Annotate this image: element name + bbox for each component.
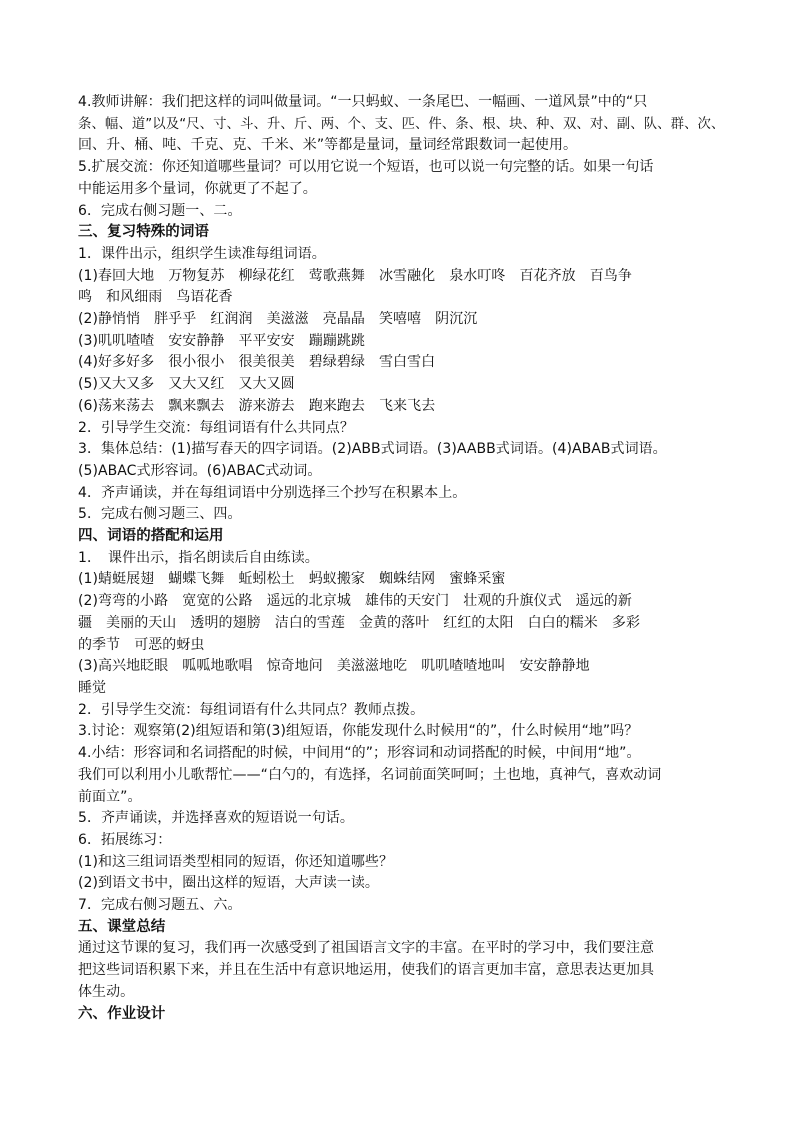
text-line: 3．集体总结：(1)描写春天的四字词语。(2)ABB式词语。(3)AABB式词语。(4)ABAB式词语。 <box>78 441 667 458</box>
text-line: (3)高兴地眨眼 呱呱地歌唱 惊奇地问 美滋滋地吃 叽叽喳喳地叫 安安静静地 <box>78 658 590 675</box>
text-line: 4.教师讲解：我们把这样的词叫做量词。“一只蚂蚁、一条尾巴、一幅画、一道风景”中的“只 <box>78 94 648 110</box>
text-line: 5．完成右侧习题三、四。 <box>78 506 242 523</box>
text-line: 6．拓展练习： <box>78 831 172 848</box>
text-line: (1)蜻蜓展翅 蝴蝶飞舞 蚯蚓松土 蚂蚁搬家 蜘蛛结网 蜜蜂采蜜 <box>78 571 506 588</box>
text-line: 体生动。 <box>78 983 135 1000</box>
text-line: 6．完成右侧习题一、二。 <box>78 202 242 219</box>
text-line: 鸣 和风细雨 鸟语花香 <box>78 289 233 306</box>
text-line: (4)好多好多 很小很小 很美很美 碧绿碧绿 雪白雪白 <box>78 354 436 371</box>
section-heading: 五、课堂总结 <box>78 918 166 935</box>
text-line: 4.小结：形容词和名词搭配的时候，中间用“的”；形容词和动词搭配的时候，中间用“地”。 <box>78 745 641 762</box>
section-heading: 六、作业设计 <box>78 1005 166 1022</box>
text-line: 1． 课件出示，指名朗读后自由练读。 <box>78 549 319 566</box>
text-line: (1)春回大地 万物复苏 柳绿花红 莺歌燕舞 冰雪融化 泉水叮咚 百花齐放 百鸟争 <box>78 267 632 284</box>
text-line: (2)到语文书中，圈出这样的短语，大声读一读。 <box>78 875 379 892</box>
text-line: (5)又大又多 又大又红 又大又圆 <box>78 376 295 393</box>
text-line: 5．齐声诵读，并选择喜欢的短语说一句话。 <box>78 810 354 827</box>
document-body <box>78 92 728 1025</box>
section-heading: 三、复习特殊的词语 <box>78 224 209 241</box>
text-line: 5.扩展交流：你还知道哪些量词？可以用它说一个短语，也可以说一句完整的话。如果一句话 <box>78 159 654 176</box>
text-line: 疆 美丽的天山 透明的翅膀 洁白的雪莲 金黄的落叶 红红的太阳 白白的糯米 多彩 <box>78 614 640 631</box>
text-line: 条、幅、道”以及“尺、寸、斗、升、斤、两、个、支、匹、件、条、根、块、种、双、对、副、队、群、次、 <box>78 116 725 132</box>
text-line: (5)ABAC式形容词。(6)ABAC式动词。 <box>78 462 322 479</box>
text-line: 7．完成右侧习题五、六。 <box>78 897 242 914</box>
text-line: 把这些词语积累下来，并且在生活中有意识地运用，使我们的语言更加丰富，意思表达更加具 <box>78 962 655 979</box>
text-line: 的季节 可恶的蚜虫 <box>78 636 205 653</box>
text-line: (6)荡来荡去 飘来飘去 游来游去 跑来跑去 飞来飞去 <box>78 397 436 414</box>
text-line: 4．齐声诵读，并在每组词语中分别选择三个抄写在积累本上。 <box>78 484 467 501</box>
text-line: 回、升、桶、吨、千克、克、千米、米”等都是量词，量词经常跟数词一起使用。 <box>78 137 578 154</box>
text-line: (2)静悄悄 胖乎乎 红润润 美滋滋 亮晶晶 笑嘻嘻 阴沉沉 <box>78 311 478 328</box>
text-line: 2．引导学生交流：每组词语有什么共同点？ <box>78 419 354 436</box>
text-line: 前面立”。 <box>78 788 142 805</box>
text-line: (3)叽叽喳喳 安安静静 平平安安 蹦蹦跳跳 <box>78 332 365 349</box>
text-line: 3.讨论：观察第(2)组短语和第(3)组短语，你能发现什么时候用“的”，什么时候用“地”吗？ <box>78 723 639 740</box>
text-line: (1)和这三组词语类型相同的短语，你还知道哪些？ <box>78 853 394 870</box>
text-line: 睡觉 <box>78 679 107 696</box>
text-line: 中能运用多个量词，你就更了不起了。 <box>78 180 317 197</box>
section-heading: 四、词语的搭配和运用 <box>78 528 224 545</box>
text-line: (2)弯弯的小路 宽宽的公路 遥远的北京城 雄伟的天安门 壮观的升旗仪式 遥远的新 <box>78 593 632 610</box>
text-line: 我们可以利用小儿歌帮忙——“白勺的，有选择，名词前面笑呵呵；土也地，真神气，喜欢动词 <box>78 766 662 783</box>
text-line: 2．引导学生交流：每组词语有什么共同点？教师点拨。 <box>78 701 425 718</box>
text-line: 1．课件出示，组织学生读准每组词语。 <box>78 245 326 262</box>
text-line: 通过这节课的复习，我们再一次感受到了祖国语言文字的丰富。在平时的学习中，我们要注意 <box>78 940 655 957</box>
